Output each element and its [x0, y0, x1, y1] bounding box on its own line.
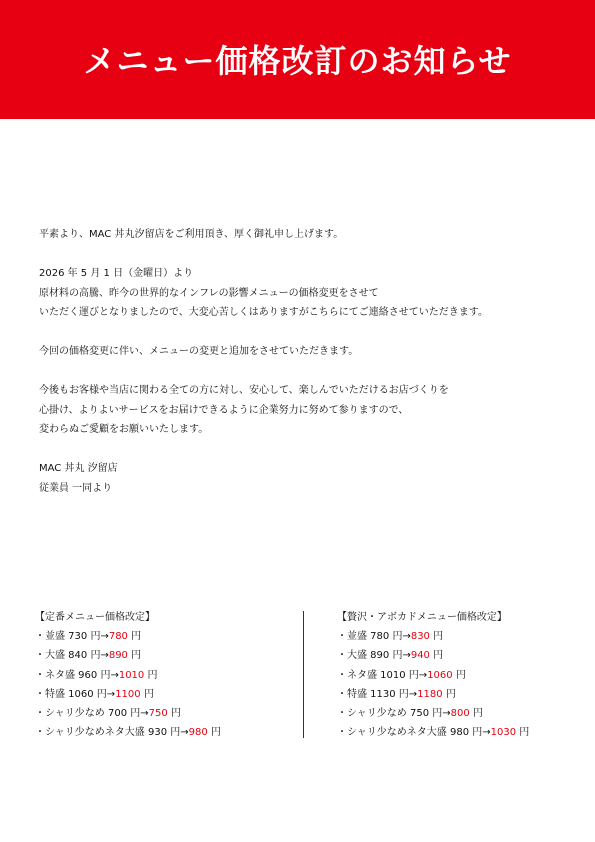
- closing-line: 変わらぬご愛顧をお願いいたします。: [39, 424, 209, 435]
- price-item-label: ・シャリ少なめネタ大盛 930 円→: [35, 727, 189, 739]
- column-divider: [303, 611, 304, 738]
- new-price: 1010: [118, 669, 145, 681]
- price-item-label: ・シャリ少なめ 700 円→: [35, 708, 149, 720]
- new-price: 830: [410, 631, 430, 643]
- price-item: [35, 723, 221, 742]
- price-unit: 円: [140, 688, 154, 700]
- price-item: [35, 704, 221, 723]
- date-paragraph: [39, 264, 569, 323]
- reason-line: 原材料の高騰、昨今の世界的なインフレの影響メニューの価格変更をさせて: [39, 287, 379, 299]
- price-item-label: ・シャリ少なめネタ大盛 980 円→: [337, 727, 491, 739]
- price-unit: 円: [429, 631, 444, 643]
- reason-line: いただく運びとなりましたので、大変心苦しくはありますがこちらにてご連絡させていただきます。: [39, 307, 488, 318]
- price-item-label: ・特盛 1130 円→: [337, 688, 418, 700]
- header-banner: [0, 0, 595, 119]
- price-item: [337, 723, 529, 742]
- price-unit: 円: [144, 669, 158, 681]
- new-price: 940: [410, 650, 430, 662]
- price-item: [337, 685, 529, 704]
- new-price: 980: [188, 727, 208, 739]
- notice-body: [39, 225, 569, 518]
- price-unit: 円: [469, 708, 483, 720]
- price-item-label: ・シャリ少なめ 750 円→: [337, 708, 451, 720]
- signature-staff: 従業員 一同より: [39, 482, 113, 494]
- price-item-label: ・大盛 840 円→: [35, 650, 109, 662]
- price-item: [35, 646, 221, 665]
- price-unit: 円: [442, 688, 456, 700]
- new-price: 1030: [490, 727, 517, 739]
- price-item: [35, 627, 221, 646]
- price-item: [337, 666, 529, 685]
- new-price: 800: [450, 708, 470, 720]
- new-price: 890: [108, 650, 128, 662]
- price-item: [337, 704, 529, 723]
- signature-store: MAC 丼丸 汐留店: [39, 463, 118, 474]
- closing-line: 今後もお客様や当店に関わる全ての方に対し、安心して、楽しんでいただけるお店づくりを: [39, 385, 449, 396]
- new-price: 1060: [427, 669, 453, 681]
- price-item: [35, 685, 221, 704]
- price-item-label: ・ネタ盛 1010 円→: [337, 669, 428, 681]
- new-price: 1180: [417, 688, 443, 700]
- new-price: 750: [148, 708, 168, 720]
- price-item-label: ・大盛 890 円→: [337, 650, 411, 662]
- effective-date-line: 2026 年 5 月 1 日（金曜日）より: [39, 268, 194, 279]
- greeting-paragraph: [39, 225, 569, 245]
- change-line: 今回の価格変更に伴い、メニューの変更と追加をさせていただきます。: [39, 346, 359, 357]
- change-paragraph: [39, 342, 569, 362]
- new-price: 780: [108, 631, 128, 643]
- new-price: 1100: [115, 688, 141, 700]
- price-unit: 円: [452, 669, 466, 681]
- avocado-menu-heading: 【贅沢・アボカドメニュー価格改定】: [337, 612, 507, 623]
- regular-menu-list: [35, 608, 221, 742]
- price-unit: 円: [429, 650, 444, 662]
- price-item-label: ・並盛 730 円→: [35, 631, 109, 643]
- avocado-menu-list: [337, 608, 529, 742]
- price-item-label: ・ネタ盛 960 円→: [35, 669, 119, 681]
- price-item-label: ・並盛 780 円→: [337, 631, 411, 643]
- price-item: [35, 666, 221, 685]
- closing-line: 心掛け、よりよいサービスをお届けできるように企業努力に努めて参りますので、: [39, 404, 409, 416]
- price-item: [337, 627, 529, 646]
- signature-block: [39, 459, 569, 498]
- price-item-label: ・特盛 1060 円→: [35, 688, 116, 700]
- page-title: メニュー価格改訂のお知らせ: [83, 41, 512, 80]
- price-unit: 円: [127, 631, 142, 643]
- price-unit: 円: [167, 708, 181, 720]
- regular-menu-heading: 【定番メニュー価格改定】: [35, 612, 155, 623]
- closing-paragraph: [39, 381, 569, 440]
- greeting-line: 平素より、MAC 丼丸汐留店をご利用頂き、厚く御礼申し上げます。: [39, 229, 344, 240]
- price-unit: 円: [127, 650, 142, 662]
- price-item: [337, 646, 529, 665]
- price-unit: 円: [516, 727, 530, 739]
- price-unit: 円: [207, 727, 221, 739]
